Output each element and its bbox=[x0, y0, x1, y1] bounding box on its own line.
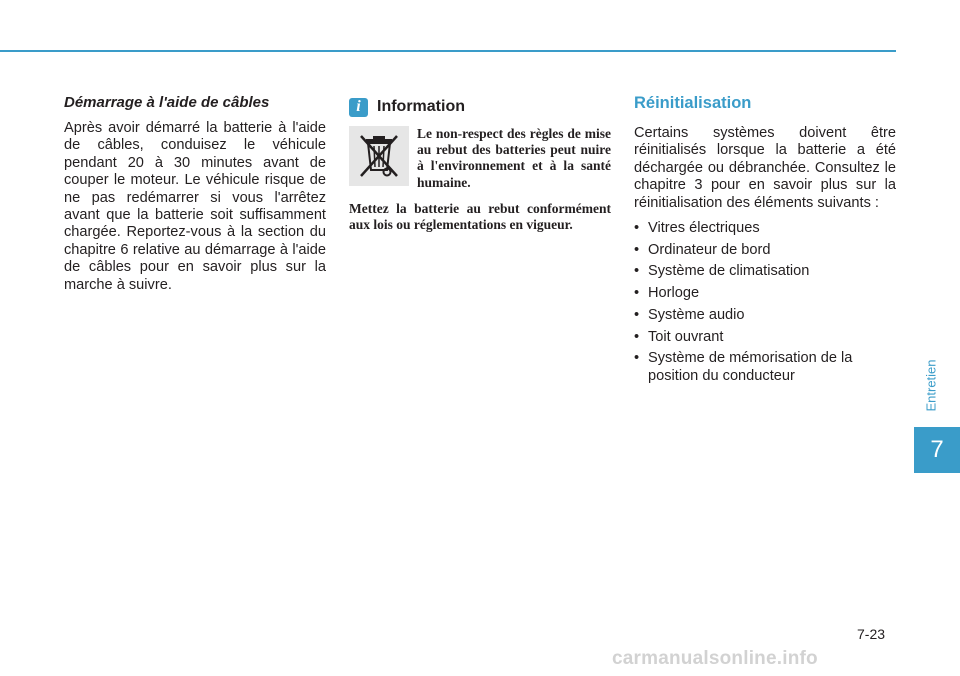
info-header bbox=[349, 96, 611, 118]
info-body bbox=[349, 126, 611, 191]
top-rule bbox=[0, 50, 896, 52]
disposal-warning: Le non-respect des règles de mise au rebut des batteries peut nuire à l'environnement et à la santé humaine. bbox=[417, 126, 611, 190]
section-heading-jump-start: Démarrage à l'aide de câbles bbox=[64, 94, 270, 111]
info-box bbox=[349, 94, 611, 233]
info-icon: i bbox=[349, 98, 368, 117]
watermark: carmanualsonline.info bbox=[612, 648, 818, 669]
list-item: • Vitres électriques bbox=[634, 220, 896, 237]
disposal-instruction: Mettez la batterie au rebut conformément aux lois ou réglementations en vigueur. bbox=[349, 200, 611, 233]
list-item: • Toit ouvrant bbox=[634, 329, 896, 346]
list-item: • Ordinateur de bord bbox=[634, 242, 896, 259]
list-item: • Horloge bbox=[634, 285, 896, 302]
list-item: • Système audio bbox=[634, 307, 896, 324]
jump-start-paragraph: Après avoir démarré la batterie à l'aide de câbles, conduisez le véhicule pendant 20 à 30 minutes avant de couper le moteur. Le véhicule risque de ne pas redémarrer si vous l'arrêtez avant que la batterie soit suffisamment chargée. Reportez-vous à la section du chapitre 6 relative au démarrage à l'aide de câbles pour en savoir plus sur la marche à suivre. bbox=[64, 120, 326, 293]
list-item: • Système de mémorisation de la position du conducteur bbox=[634, 350, 896, 385]
reset-list bbox=[634, 220, 896, 385]
info-title: Information bbox=[377, 98, 465, 115]
chapter-tab: 7 bbox=[914, 427, 960, 473]
section-side-label bbox=[918, 345, 944, 425]
left-column bbox=[64, 94, 326, 294]
crossed-out-wheeled-bin-icon bbox=[349, 126, 409, 186]
section-heading-reset: Réinitialisation bbox=[634, 94, 752, 112]
reset-paragraph: Certains systèmes doivent être réinitialisés lorsque la batterie a été déchargée ou débranchée. Consultez le chapitre 3 pour en savoir plus sur la réinitialisation des éléments suivants : bbox=[634, 125, 896, 211]
page-number: 7-23 bbox=[857, 626, 886, 642]
right-column bbox=[634, 94, 896, 389]
list-item: • Système de climatisation bbox=[634, 263, 896, 280]
section-label-text: Entretien bbox=[923, 358, 939, 412]
